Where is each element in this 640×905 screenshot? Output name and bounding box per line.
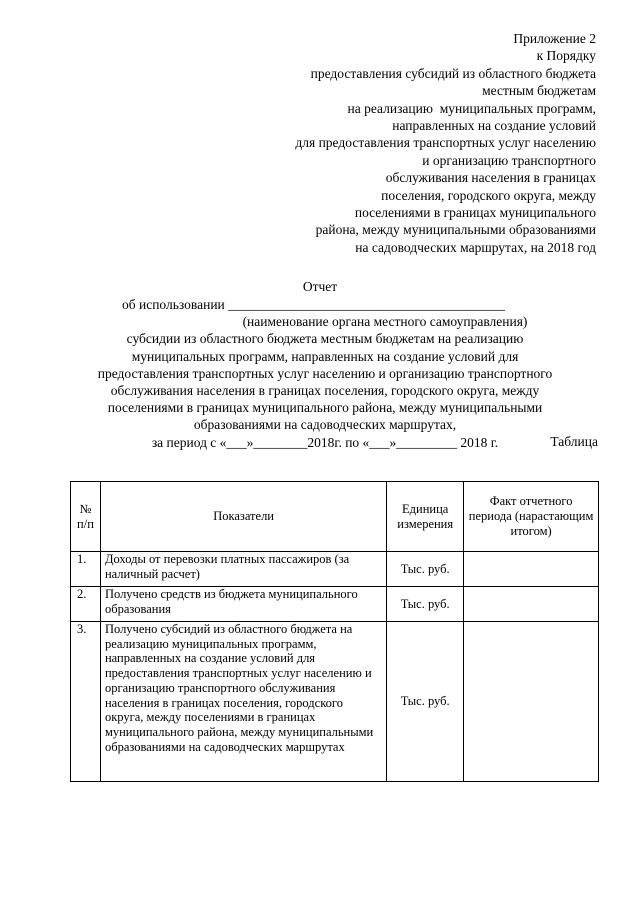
report-about-line: об использовании _________________________________________	[122, 297, 505, 312]
report-table	[70, 481, 599, 782]
row-fact-cell[interactable]	[464, 622, 599, 782]
header-line: к Порядку	[536, 48, 596, 64]
header-line: на садоводческих маршрутах, на 2018 год	[355, 239, 596, 255]
row-fact-cell[interactable]	[464, 552, 599, 587]
header-num: № п/п	[71, 482, 101, 552]
header-line: района, между муниципальными образованиями	[315, 222, 596, 238]
row-indicator: Доходы от перевозки платных пассажиров (за наличный расчет)	[100, 552, 386, 587]
report-line: поселениями в границах муниципального района, между муниципальными	[107, 400, 543, 416]
table-label: Таблица	[550, 434, 598, 449]
header-line: для предоставления транспортных услуг населению	[295, 135, 596, 151]
report-title: Отчет	[302, 279, 338, 294]
header-line: на реализацию муниципальных программ,	[347, 100, 596, 116]
row-indicator: Получено средств из бюджета муниципального образования	[100, 587, 386, 622]
report-line: (наименование органа местного самоуправления)	[242, 314, 528, 330]
row-num: 3.	[71, 622, 101, 782]
table-row	[71, 622, 599, 782]
header-line: Приложение 2	[513, 31, 596, 46]
header-unit: Единица измерения	[387, 482, 464, 552]
report-line: обслуживания населения в границах поселения, городского округа, между	[110, 383, 540, 399]
appendix-header	[176, 30, 596, 256]
table-row	[71, 552, 599, 587]
report-line: образованиями на садоводческих маршрутах,	[193, 417, 457, 433]
header-line: и организацию транспортного	[422, 152, 596, 168]
header-line: поселения, городского округа, между	[381, 187, 596, 203]
header-line: предоставления субсидий из областного бюджета	[310, 65, 596, 81]
row-num: 2.	[71, 587, 101, 622]
header-line: направленных на создание условий	[392, 118, 596, 134]
report-period-line: за период с «___»________2018г. по «___»_________ 2018 г.	[151, 434, 499, 450]
row-indicator: Получено субсидий из областного бюджета на реализацию муниципальных программ, направленных на создание условий для предоставления транспортных услуг населению и организацию транспортного обслуживания населения в границах поселения, городского округа, между поселениями в границах муниципального района, между муниципальными образованиями на садоводческих маршрутах	[100, 622, 386, 782]
header-line: местным бюджетам	[482, 83, 596, 99]
report-line: предоставления транспортных услуг населению и организацию транспортного	[97, 365, 553, 381]
row-unit: Тыс. руб.	[387, 587, 464, 622]
header-fact: Факт отчетного периода (нарастающим итогом)	[464, 482, 599, 552]
table-header-row	[71, 482, 599, 552]
header-line: поселениями в границах муниципального	[354, 205, 596, 221]
row-fact-cell[interactable]	[464, 587, 599, 622]
report-line: муниципальных программ, направленных на создание условий для	[131, 348, 519, 364]
table-row	[71, 587, 599, 622]
report-line: субсидии из областного бюджета местным бюджетам на реализацию	[126, 331, 524, 347]
row-unit: Тыс. руб.	[387, 552, 464, 587]
row-unit: Тыс. руб.	[387, 622, 464, 782]
row-num: 1.	[71, 552, 101, 587]
header-indicator: Показатели	[100, 482, 386, 552]
report-description	[60, 296, 590, 451]
header-line: обслуживания населения в границах	[385, 170, 596, 186]
